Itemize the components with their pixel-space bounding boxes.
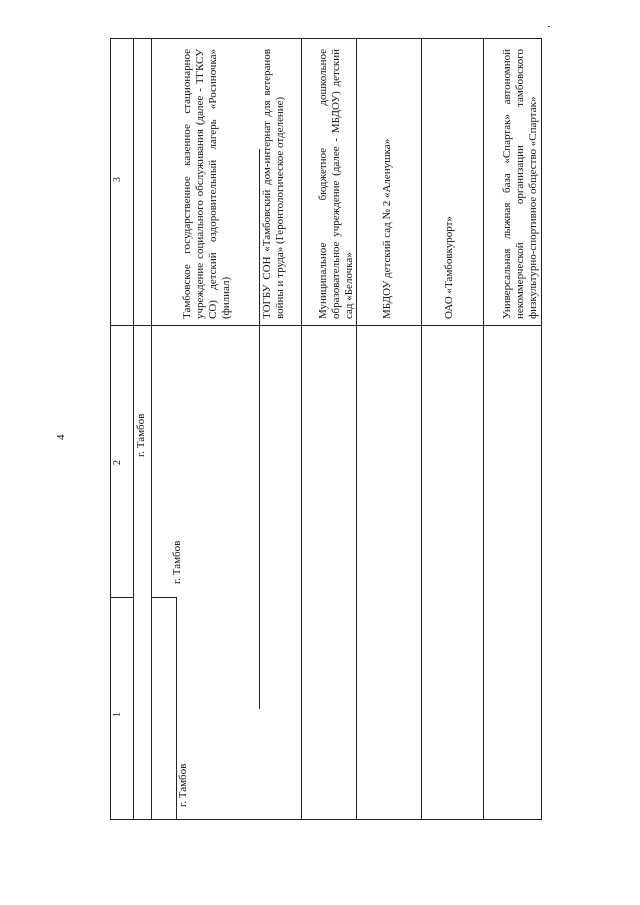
city-subheader: г. Тамбов	[135, 413, 147, 457]
institution-1: Тамбовское государственное казенное стационарное учреждение социального обслуживания (далее - ТГКСУ СО) детский оздоровительный лагерь «Росиночка» (филиал)	[181, 49, 232, 319]
institution-4: МБДОУ детский сад № 2 «Аленушка»	[381, 138, 393, 319]
row-divider	[301, 39, 302, 819]
institution-3: Муниципальное бюджетное дошкольное образовательное учреждение (далее - МБДОУ) детский сад «Белочка»	[317, 49, 355, 319]
column-header-1: 1	[112, 712, 123, 717]
row-divider	[259, 149, 260, 709]
page-number: 4	[55, 434, 67, 440]
institution-6: Универсальная лыжная база «Спартак» автономной некоммерческой организации тамбовского физкультурно-спортивное общество «Спартак»	[501, 49, 539, 319]
row-divider	[483, 39, 484, 819]
city-left: г. Тамбов	[177, 763, 189, 807]
header-divider	[133, 39, 134, 819]
corner-mark	[548, 26, 550, 27]
column-separator	[111, 325, 151, 326]
city-middle: г. Тамбов	[171, 540, 183, 584]
row-divider	[421, 39, 422, 819]
column-header-2: 2	[112, 460, 123, 465]
institution-5: ОАО «Тамбовкурорт»	[443, 216, 455, 319]
column-separator	[151, 597, 176, 598]
column-header-3: 3	[112, 177, 123, 182]
row-divider	[356, 39, 357, 819]
rotated-table	[110, 38, 542, 820]
column-divider	[151, 39, 152, 819]
column-separator	[111, 597, 133, 598]
institution-2: ТОГБУ СОН «Тамбовский дом-интернат для ветеранов войны и труда» (Геронтологическое отделение)	[261, 49, 286, 319]
column-separator	[151, 325, 541, 326]
